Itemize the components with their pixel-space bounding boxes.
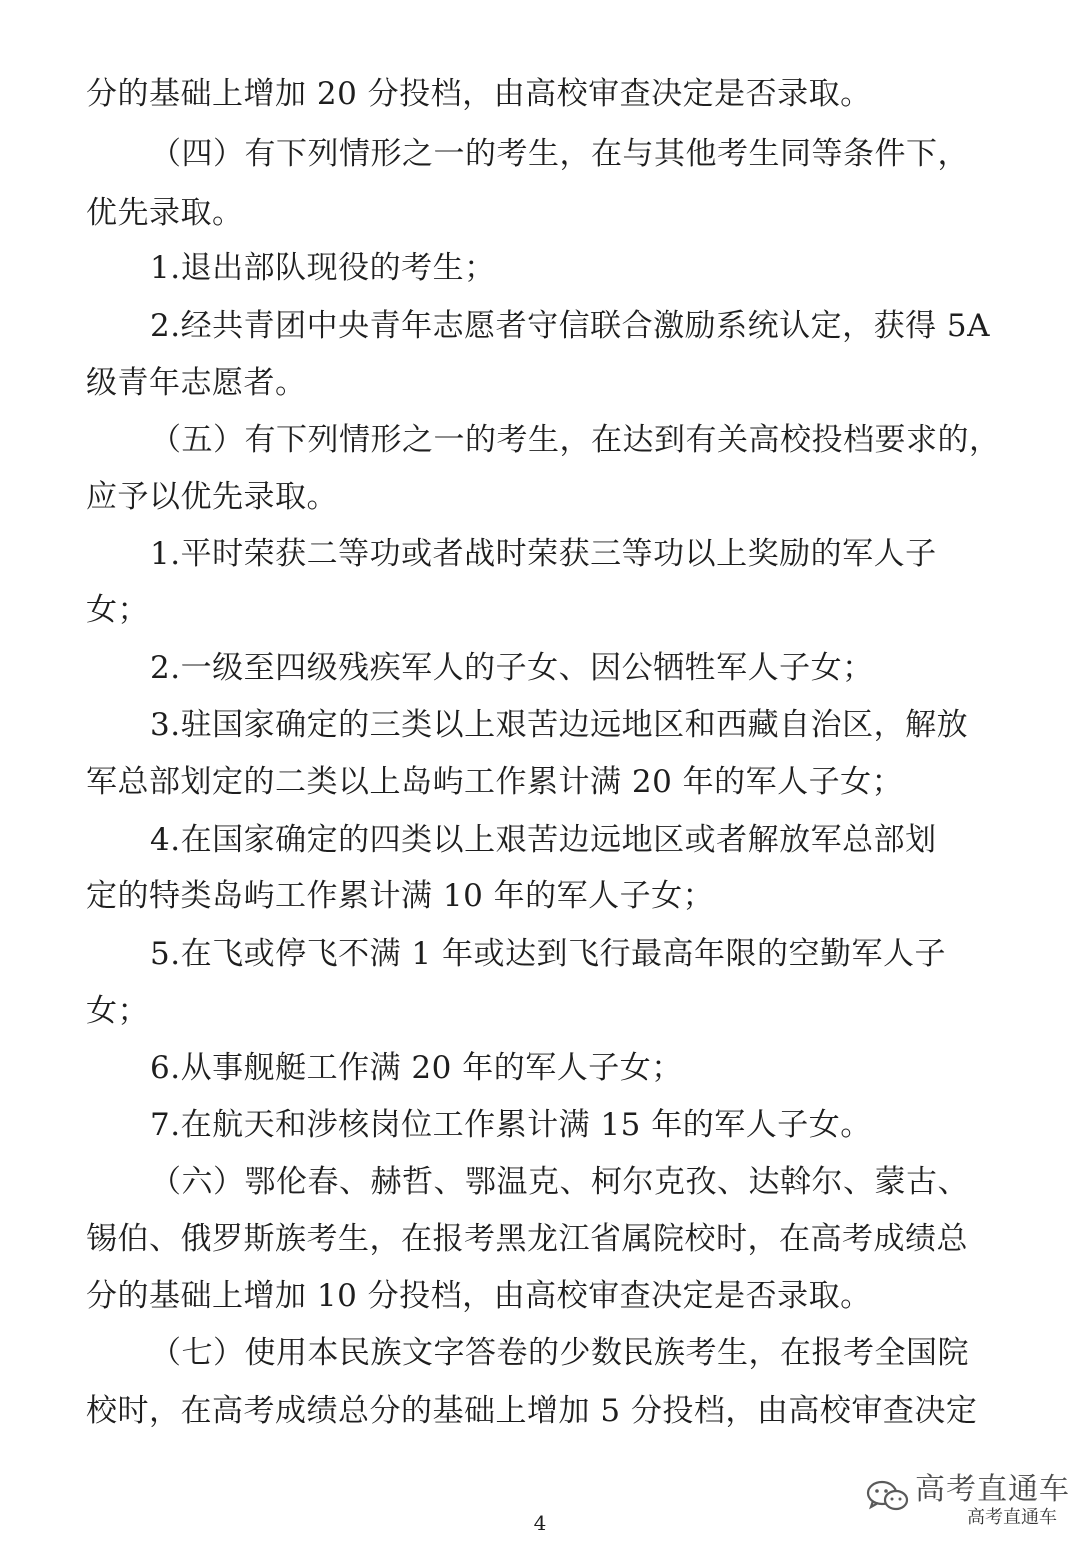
body-line: 校时，在高考成绩总分的基础上增加 5 分投档，由高校审查决定 xyxy=(86,1393,978,1429)
body-line: 3.驻国家确定的三类以上艰苦边远地区和西藏自治区，解放 xyxy=(150,707,969,743)
body-line: 分的基础上增加 20 分投档，由高校审查决定是否录取。 xyxy=(86,76,872,112)
body-line: （七）使用本民族文字答卷的少数民族考生，在报考全国院 xyxy=(150,1335,969,1371)
body-line: 6.从事舰艇工作满 20 年的军人子女； xyxy=(150,1050,683,1086)
watermark-subtitle: 高考直通车 xyxy=(967,1507,1057,1528)
body-line: 级青年志愿者。 xyxy=(86,365,307,401)
body-line: 2.一级至四级残疾军人的子女、因公牺牲军人子女； xyxy=(150,650,874,686)
body-line: 应予以优先录取。 xyxy=(86,479,338,515)
body-line: 5.在飞或停飞不满 1 年或达到飞行最高年限的空勤军人子 xyxy=(150,936,947,972)
page-number: 4 xyxy=(533,1511,547,1535)
body-line: 女； xyxy=(86,993,149,1029)
body-line: 锡伯、俄罗斯族考生，在报考黑龙江省属院校时，在高考成绩总 xyxy=(86,1221,968,1257)
body-line: 定的特类岛屿工作累计满 10 年的军人子女； xyxy=(86,878,715,914)
body-line: 女； xyxy=(86,592,149,628)
body-line: 分的基础上增加 10 分投档，由高校审查决定是否录取。 xyxy=(86,1278,872,1314)
body-line: 2.经共青团中央青年志愿者守信联合激励系统认定，获得 5A xyxy=(150,308,991,344)
body-line: 1.退出部队现役的考生； xyxy=(150,250,496,286)
body-line: （五）有下列情形之一的考生，在达到有关高校投档要求的， xyxy=(150,422,1001,458)
watermark xyxy=(855,1470,1070,1540)
wechat-icon xyxy=(865,1480,909,1512)
body-line: 1.平时荣获二等功或者战时荣获三等功以上奖励的军人子 xyxy=(150,536,937,572)
watermark-title: 高考直通车 xyxy=(915,1472,1070,1507)
body-line: （六）鄂伦春、赫哲、鄂温克、柯尔克孜、达斡尔、蒙古、 xyxy=(150,1164,969,1200)
body-line: 4.在国家确定的四类以上艰苦边远地区或者解放军总部划 xyxy=(150,822,937,858)
body-line: （四）有下列情形之一的考生，在与其他考生同等条件下， xyxy=(150,136,969,172)
body-line: 优先录取。 xyxy=(86,195,244,231)
body-line: 军总部划定的二类以上岛屿工作累计满 20 年的军人子女； xyxy=(86,764,904,800)
body-line: 7.在航天和涉核岗位工作累计满 15 年的军人子女。 xyxy=(150,1107,872,1143)
